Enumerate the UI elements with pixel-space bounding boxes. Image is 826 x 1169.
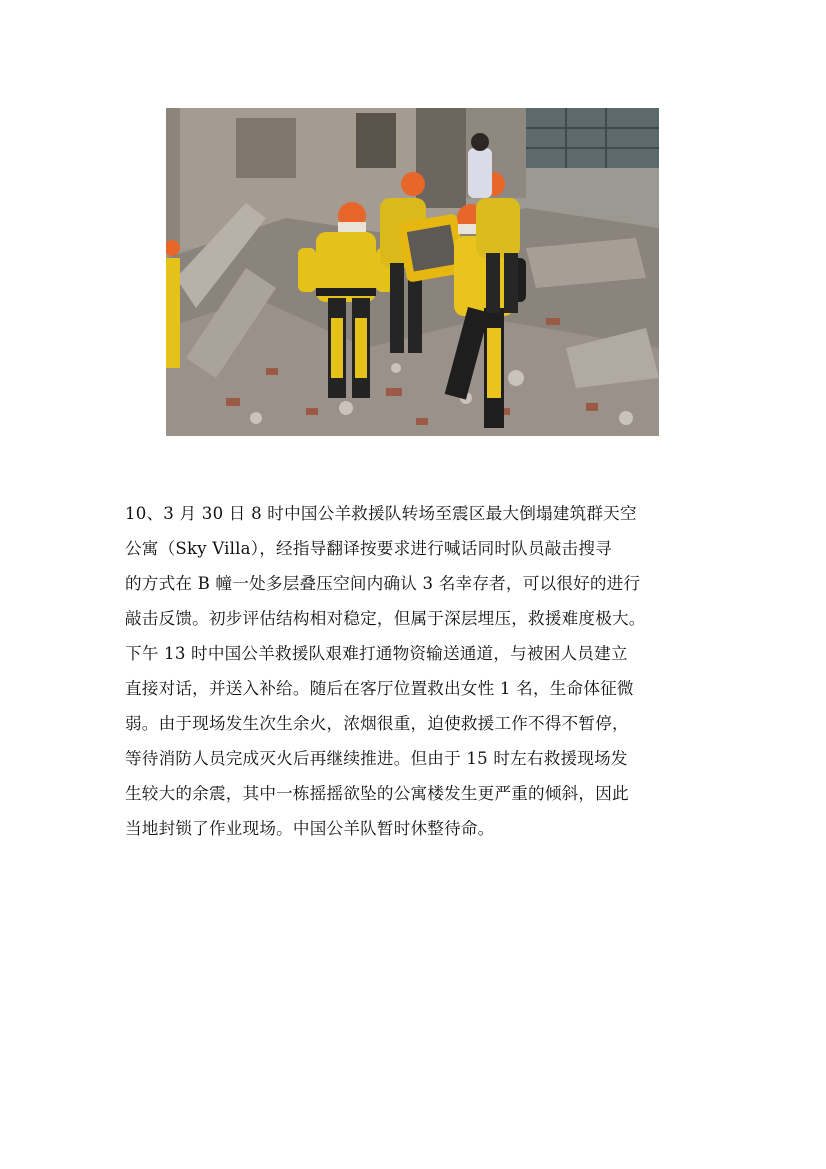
paragraph-line: 10、3 月 30 日 8 时中国公羊救援队转场至震区最大倒塌建筑群天空 <box>125 504 637 523</box>
rescue-scene-illustration <box>166 108 659 436</box>
paragraph-line: 直接对话，并送入补给。随后在客厅位置救出女性 1 名，生命体征微 <box>125 679 634 698</box>
paragraph-line: 等待消防人员完成灭火后再继续推进。但由于 15 时左右救援现场发 <box>125 749 628 768</box>
rescue-photo <box>166 108 659 436</box>
paragraph-line: 下午 13 时中国公羊救援队艰难打通物资输送通道，与被困人员建立 <box>125 644 628 663</box>
body-paragraph <box>125 496 705 846</box>
paragraph-line: 当地封锁了作业现场。中国公羊队暂时休整待命。 <box>125 819 495 838</box>
paragraph-line: 弱。由于现场发生次生余火，浓烟很重，迫使救援工作不得不暂停， <box>125 714 629 733</box>
paragraph-line: 的方式在 B 幢一处多层叠压空间内确认 3 名幸存者，可以很好的进行 <box>125 574 641 593</box>
paragraph-line: 公寓（Sky Villa），经指导翻译按要求进行喊话同时队员敲击搜寻 <box>125 539 612 558</box>
paragraph-line: 生较大的余震，其中一栋摇摇欲坠的公寓楼发生更严重的倾斜，因此 <box>125 784 629 803</box>
paragraph-line: 敲击反馈。初步评估结构相对稳定，但属于深层埋压，救援难度极大。 <box>125 609 646 628</box>
